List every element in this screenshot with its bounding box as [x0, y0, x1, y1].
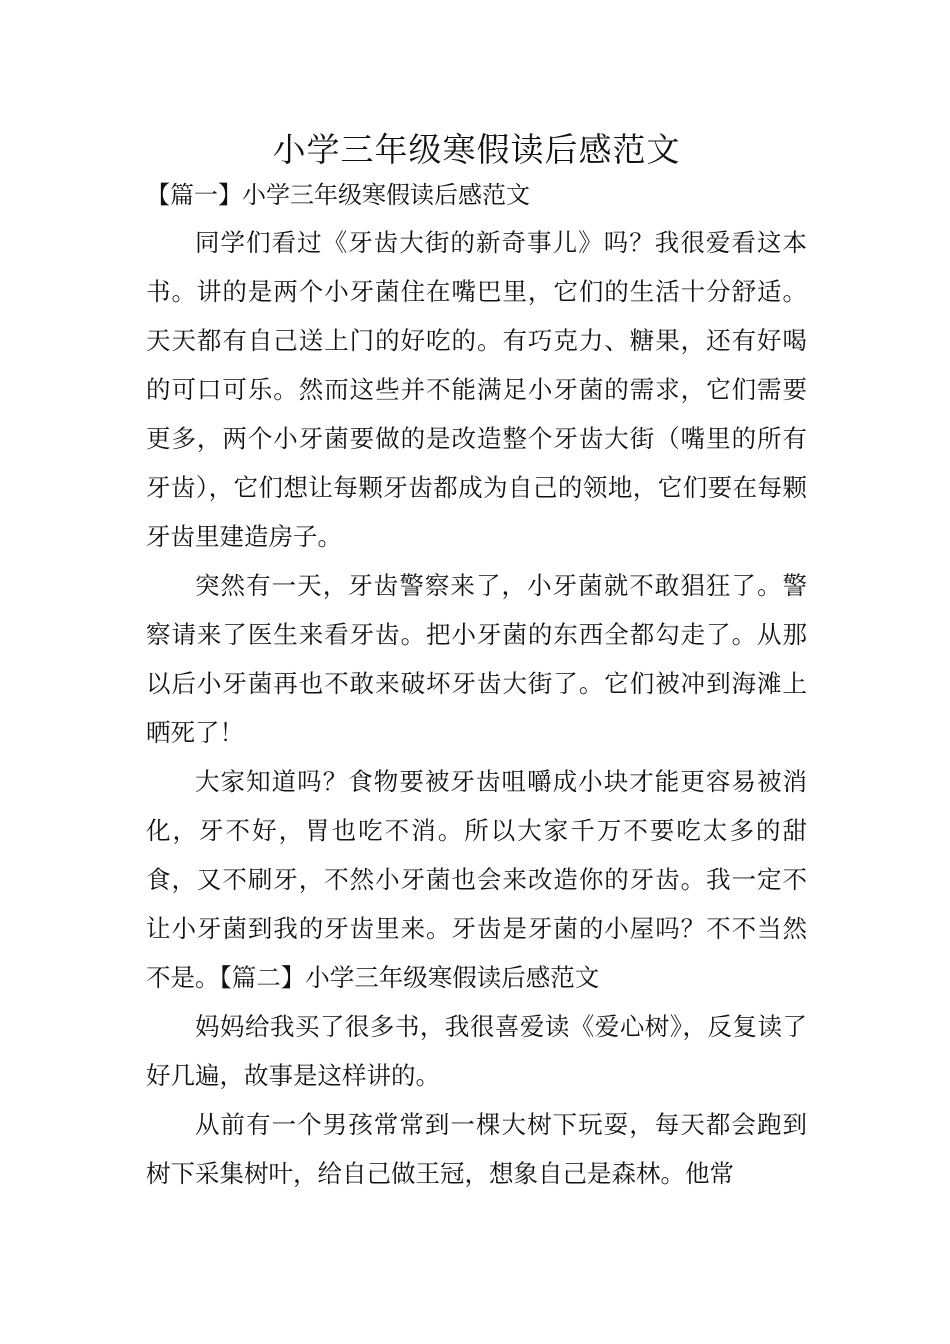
paragraph: 妈妈给我买了很多书，我很喜爱读《爱心树》，反复读了好几遍，故事是这样讲的。	[146, 1012, 807, 1090]
paragraph: 从前有一个男孩常常到一棵大树下玩耍，每天都会跑到树下采集树叶，给自己做王冠，想象自己是森林。他常	[146, 1110, 807, 1188]
section-heading: 【篇一】小学三年级寒假读后感范文	[146, 181, 530, 209]
paragraph: 同学们看过《牙齿大街的新奇事儿》吗？我很爱看这本书。讲的是两个小牙菌住在嘴巴里，它们的生活十分舒适。天天都有自己送上门的好吃的。有巧克力、糖果，还有好喝的可口可乐。然而这些并不能满足小牙菌的需求，它们需要更多，两个小牙菌要做的是改造整个牙齿大街（嘴里的所有牙齿），它们想让每颗牙齿都成为自己的领地，它们要在每颗牙齿里建造房子。	[146, 228, 807, 551]
paragraph: 大家知道吗？食物要被牙齿咀嚼成小块才能更容易被消化，牙不好，胃也吃不消。所以大家千万不要吃太多的甜食，又不刷牙，不然小牙菌也会来改造你的牙齿。我一定不让小牙菌到我的牙齿里来。牙齿是牙菌的小屋吗？不不当然不是。【篇二】小学三年级寒假读后感范文	[146, 767, 807, 992]
paragraph: 突然有一天，牙齿警察来了，小牙菌就不敢猖狂了。警察请来了医生来看牙齿。把小牙菌的东西全都勾走了。从那以后小牙菌再也不敢来破坏牙齿大街了。它们被冲到海滩上晒死了！	[146, 571, 807, 747]
document-title: 小学三年级寒假读后感范文	[272, 130, 681, 169]
